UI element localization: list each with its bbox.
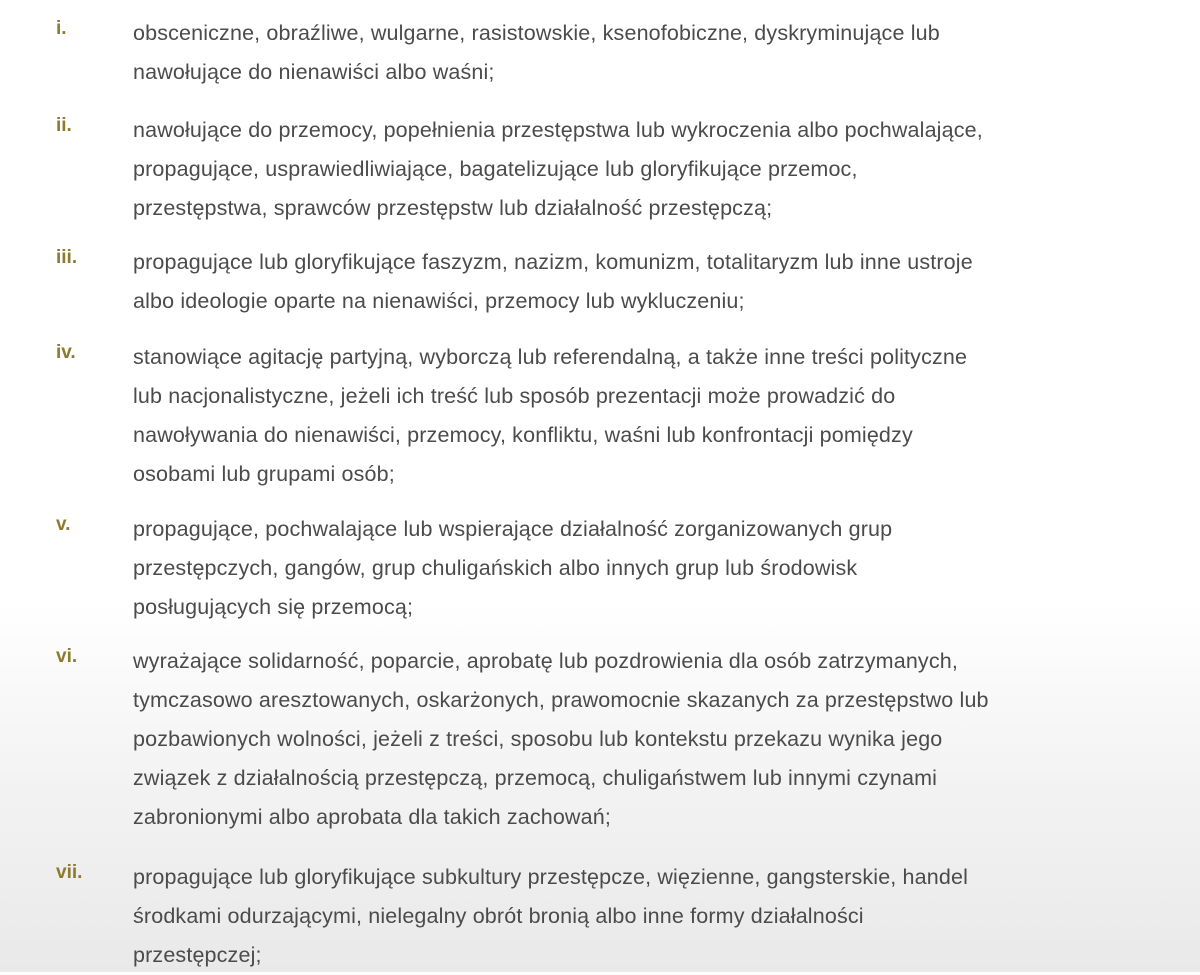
item-numeral: iii. (56, 247, 78, 268)
text-line: propagujące lub gloryfikujące subkultury przestępcze, więzienne, gangsterskie, handel (133, 865, 969, 889)
text-line: nawołujące do nienawiści albo waśni; (133, 60, 495, 84)
text-line: propagujące lub gloryfikujące faszyzm, nazizm, komunizm, totalitaryzm lub inne ustroje (133, 250, 973, 274)
text-line: przestępczej; (133, 943, 262, 967)
text-line: nawołujące do przemocy, popełnienia przestępstwa lub wykroczenia albo pochwalające, (133, 118, 983, 142)
text-line: obsceniczne, obraźliwe, wulgarne, rasistowskie, ksenofobiczne, dyskryminujące lub (133, 21, 940, 45)
item-text (133, 243, 1133, 321)
text-line: lub nacjonalistyczne, jeżeli ich treść lub sposób prezentacji może prowadzić do (133, 384, 896, 408)
item-text (133, 14, 1133, 92)
text-line: stanowiące agitację partyjną, wyborczą lub referendalną, a także inne treści polityczne (133, 345, 968, 369)
item-numeral: vii. (56, 862, 83, 883)
text-line: zabronionymi albo aprobata dla takich zachowań; (133, 805, 611, 829)
item-text (133, 642, 1133, 837)
text-line: związek z działalnością przestępczą, przemocą, chuligaństwem lub innymi czynami (133, 766, 938, 790)
text-line: albo ideologie oparte na nienawiści, przemocy lub wykluczeniu; (133, 289, 745, 313)
text-line: pozbawionych wolności, jeżeli z treści, sposobu lub kontekstu przekazu wynika jego (133, 727, 943, 751)
item-text (133, 510, 1133, 627)
text-line: nawoływania do nienawiści, przemocy, konfliktu, waśni lub konfrontacji pomiędzy (133, 423, 913, 447)
item-numeral: vi. (56, 646, 78, 667)
text-line: przestępczych, gangów, grup chuligańskich albo innych grup lub środowisk (133, 556, 858, 580)
item-text (133, 858, 1133, 975)
text-line: tymczasowo aresztowanych, oskarżonych, prawomocnie skazanych za przestępstwo lub (133, 688, 989, 712)
item-text (133, 338, 1133, 494)
item-numeral: ii. (56, 115, 72, 136)
item-text (133, 111, 1133, 228)
text-line: środkami odurzającymi, nielegalny obrót bronią albo inne formy działalności (133, 904, 864, 928)
item-numeral: iv. (56, 342, 76, 363)
text-line: propagujące, usprawiedliwiające, bagatelizujące lub gloryfikujące przemoc, (133, 157, 858, 181)
text-line: posługujących się przemocą; (133, 595, 414, 619)
text-line: przestępstwa, sprawców przestępstw lub działalność przestępczą; (133, 196, 773, 220)
text-line: osobami lub grupami osób; (133, 462, 395, 486)
text-line: wyrażające solidarność, poparcie, aprobatę lub pozdrowienia dla osób zatrzymanych, (133, 649, 958, 673)
item-numeral: i. (56, 18, 67, 39)
item-numeral: v. (56, 514, 71, 535)
text-line: propagujące, pochwalające lub wspierające działalność zorganizowanych grup (133, 517, 893, 541)
